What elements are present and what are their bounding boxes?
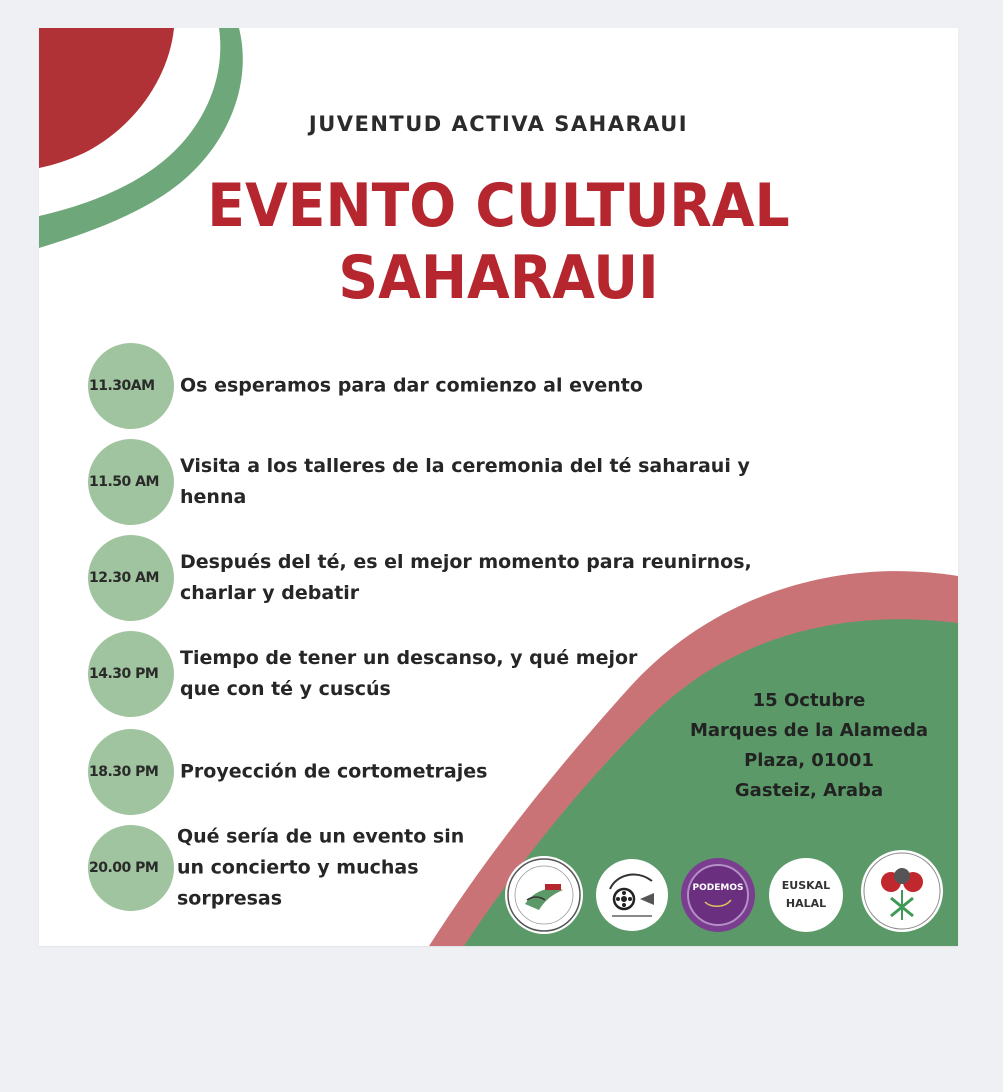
address-line: Marques de la Alameda [689,720,928,741]
schedule-description-line: Después del té, es el mejor momento para reunirnos, [180,551,752,573]
schedule-time: 20.00 PM [89,860,159,876]
schedule-item [39,341,958,431]
euskal-halal-text-line-1: EUSKAL [781,879,831,892]
schedule-description-line: henna [180,486,247,508]
schedule-description-line: un concierto y muchas [177,856,419,879]
address-line: Gasteiz, Araba [734,780,884,801]
organization-name: JUVENTUD ACTIVA SAHARAUI [308,112,689,136]
event-date: 15 Octubre [752,690,866,711]
dove-emblem-icon [505,856,583,934]
event-title-line-1: EVENTO CULTURAL [207,171,790,241]
podemos-logo [681,858,755,932]
schedule-description-line: Proyección de cortometrajes [180,760,488,783]
schedule-description-line: que con té y cuscús [180,678,391,700]
schedule-description-line: sorpresas [177,887,283,910]
schedule-description [180,371,800,402]
schedule-description-line: Os esperamos para dar comienzo al evento [180,374,643,397]
flower-emblem-logo [861,850,943,932]
schedule-description-line: Visita a los talleres de la ceremonia del té saharaui y [180,455,750,477]
event-poster [39,28,958,946]
schedule-description-line: charlar y debatir [180,582,360,604]
schedule-description-line: Qué sería de un evento sin [177,825,465,848]
event-location [659,686,958,806]
film-reel-icon [596,859,668,931]
podemos-logo-text: PODEMOS [692,883,744,893]
schedule-description [180,451,800,513]
cinema-group-logo [596,859,668,931]
address-line: Plaza, 01001 [744,750,874,771]
schedule-time: 11.30AM [89,378,155,394]
schedule-description-line: Tiempo de tener un descanso, y qué mejor [180,647,638,669]
schedule-item [39,533,958,623]
schedule-description [180,547,800,609]
schedule-time: 12.30 AM [89,570,159,586]
schedule-time: 14.30 PM [89,666,159,682]
event-title-line-2: SAHARAUI [338,243,659,313]
flower-emblem-icon [861,850,943,932]
schedule-time: 11.50 AM [89,474,159,490]
juventud-activa-logo [505,856,583,934]
schedule-time: 18.30 PM [89,764,159,780]
event-title [76,170,921,314]
euskal-halal-logo [769,858,843,932]
euskal-halal-text-line-2: HALAL [785,897,827,910]
schedule-item [39,437,958,527]
